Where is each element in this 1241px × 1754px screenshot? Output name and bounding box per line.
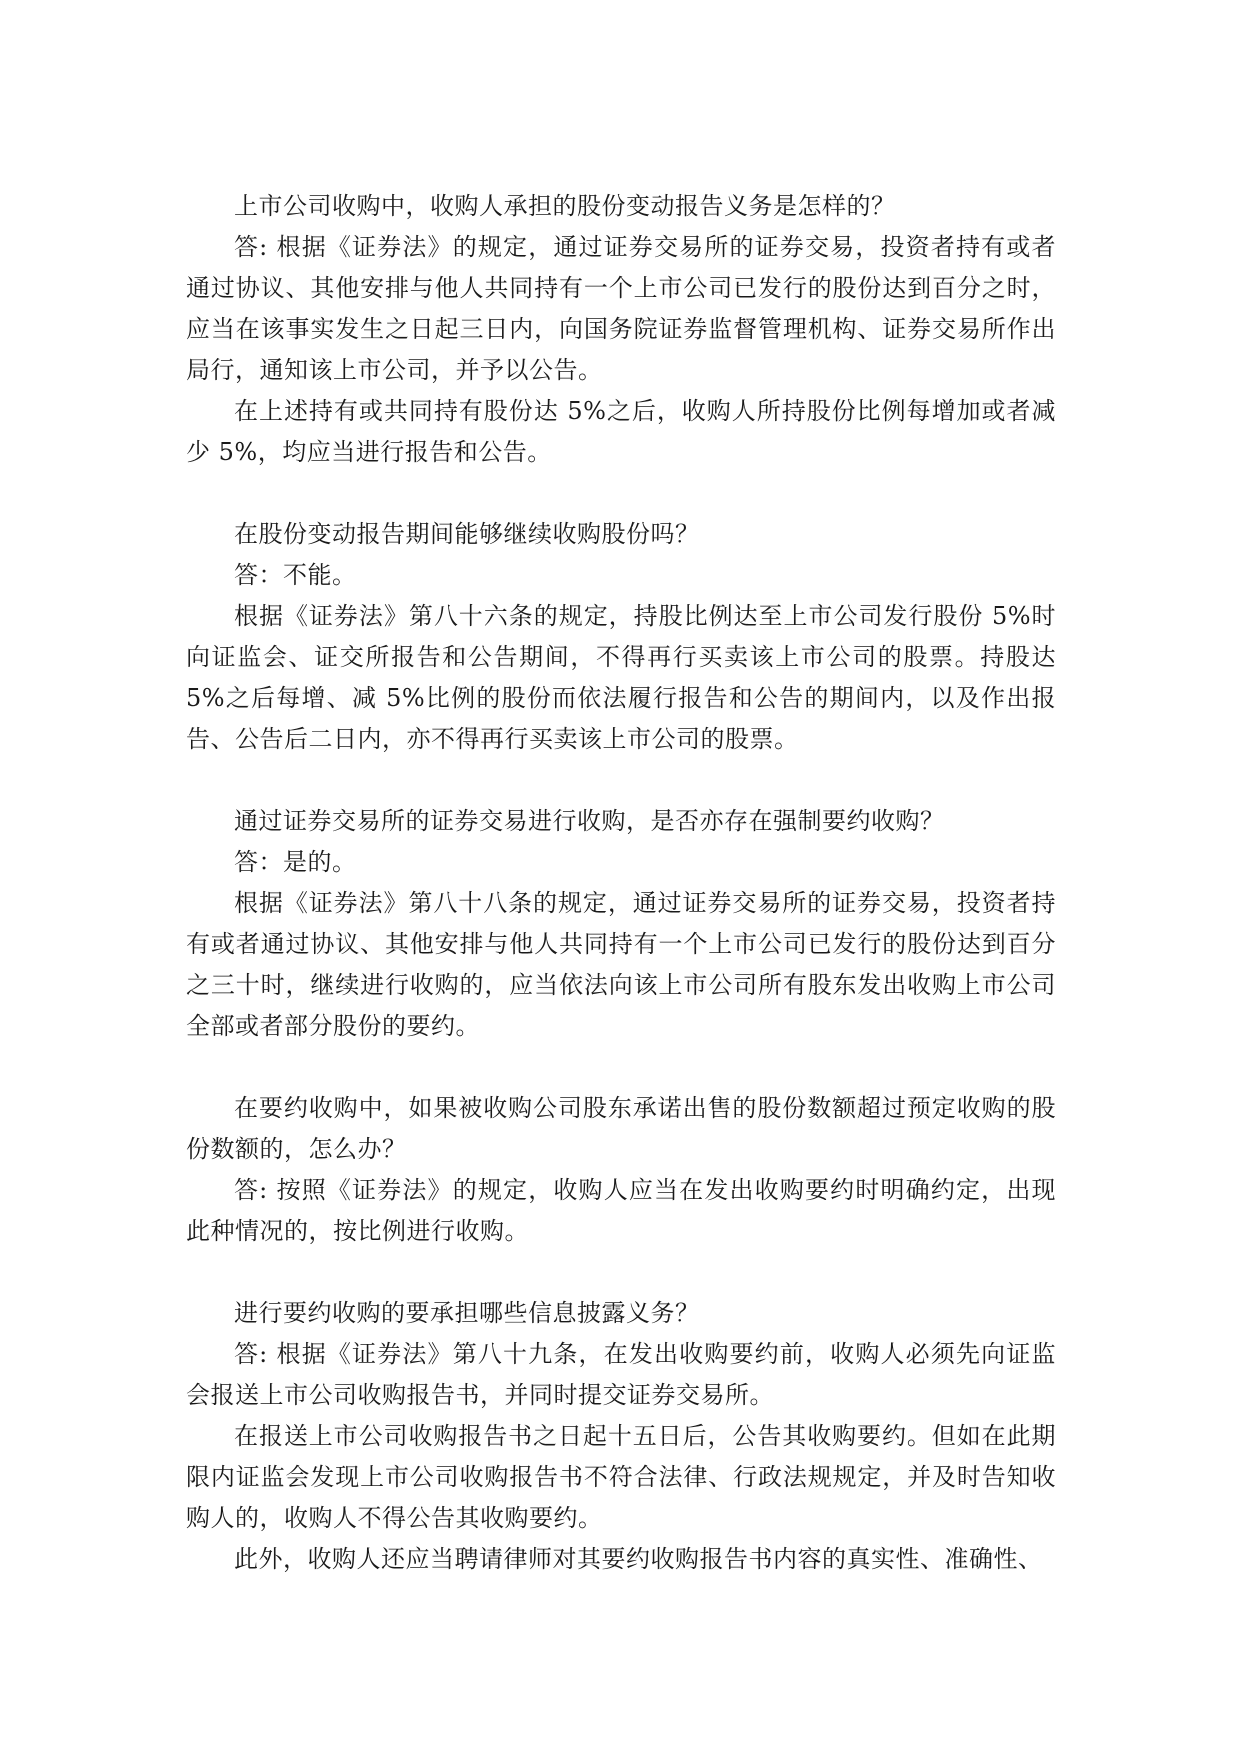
qa-section [186, 186, 1056, 473]
answer-paragraph: 此外，收购人还应当聘请律师对其要约收购报告书内容的真实性、准确性、 [234, 1545, 1043, 1573]
section-spacer [186, 1252, 1056, 1293]
answer-paragraph: 在上述持有或共同持有股份达 5%之后，收购人所持股份比例每增加或者减少 5%，均应当进行报告和公告。 [186, 397, 1056, 466]
answer-paragraph: 答: 按照《证券法》的规定，收购人应当在发出收购要约时明确约定，出现此种情况的，按比例进行收购。 [186, 1176, 1056, 1245]
question-heading: 在股份变动报告期间能够继续收购股份吗？ [234, 520, 700, 548]
question-heading: 在要约收购中，如果被收购公司股东承诺出售的股份数额超过预定收购的股份数额的，怎么办？ [186, 1094, 1056, 1163]
section-spacer [186, 760, 1056, 801]
qa-section [186, 1293, 1056, 1580]
section-spacer [186, 473, 1056, 514]
answer-paragraph: 答：不能。 [234, 561, 357, 589]
question-heading: 进行要约收购的要承担哪些信息披露义务？ [234, 1299, 700, 1327]
qa-section [186, 801, 1056, 1047]
answer-paragraph: 在报送上市公司收购报告书之日起十五日后，公告其收购要约。但如在此期限内证监会发现上市公司收购报告书不符合法律、行政法规规定，并及时告知收购人的，收购人不得公告其收购要约。 [186, 1422, 1056, 1532]
section-spacer [186, 1047, 1056, 1088]
qa-section [186, 514, 1056, 760]
answer-paragraph: 答：是的。 [234, 848, 357, 876]
qa-section [186, 1088, 1056, 1252]
answer-paragraph: 答: 根据《证券法》第八十九条，在发出收购要约前，收购人必须先向证监会报送上市公司收购报告书，并同时提交证券交易所。 [186, 1340, 1056, 1409]
question-heading: 上市公司收购中，收购人承担的股份变动报告义务是怎样的？ [234, 192, 896, 220]
answer-paragraph: 答: 根据《证券法》的规定，通过证券交易所的证券交易，投资者持有或者通过协议、其他安排与他人共同持有一个上市公司已发行的股份达到百分之时，应当在该事实发生之日起三日内，向国务院证券监督管理机构、证券交易所作出局行，通知该上市公司，并予以公告。 [186, 233, 1056, 384]
document-page [186, 186, 1056, 1580]
question-heading: 通过证券交易所的证券交易进行收购，是否亦存在强制要约收购？ [234, 807, 945, 835]
answer-paragraph: 根据《证券法》第八十六条的规定，持股比例达至上市公司发行股份 5%时向证监会、证交所报告和公告期间，不得再行买卖该上市公司的股票。持股达 5%之后每增、减 5%比例的股份而依法履行报告和公告的期间内，以及作出报告、公告后二日内，亦不得再行买卖该上市公司的股票。 [186, 602, 1056, 753]
answer-paragraph: 根据《证券法》第八十八条的规定，通过证券交易所的证券交易，投资者持有或者通过协议、其他安排与他人共同持有一个上市公司已发行的股份达到百分之三十时，继续进行收购的，应当依法向该上市公司所有股东发出收购上市公司全部或者部分股份的要约。 [186, 889, 1056, 1040]
